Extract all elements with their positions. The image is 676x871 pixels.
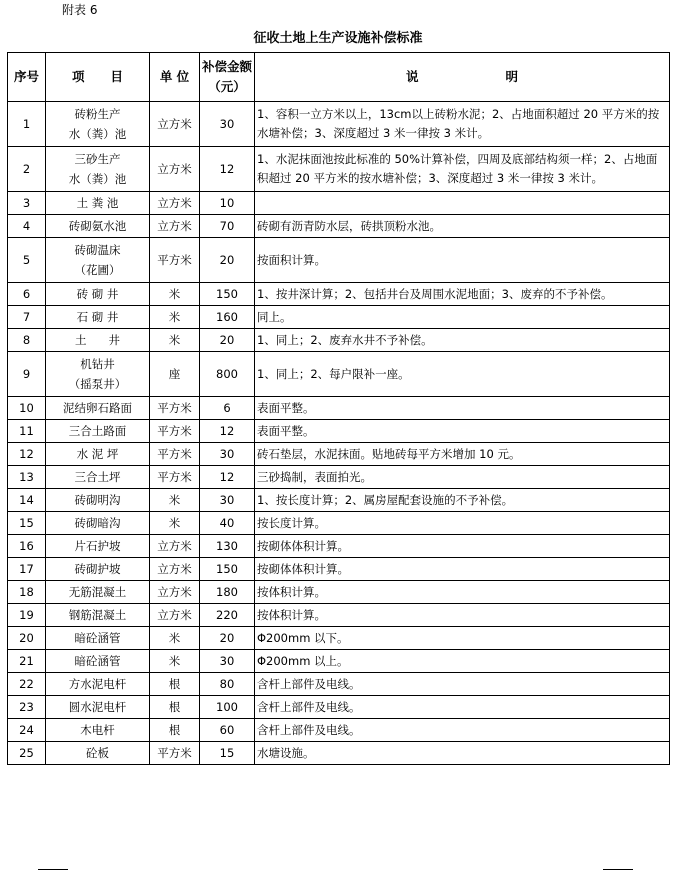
row-unit: 米 [150, 306, 200, 329]
row-amount: 160 [200, 306, 255, 329]
table-row [8, 306, 670, 329]
row-note: 1、容积一立方米以上，13cm以上砖粉水泥；2、占地面积超过 20 平方米的按水塘补偿；3、深度超过 3 米一律按 3 米计。 [255, 102, 670, 147]
table-row [8, 238, 670, 283]
row-index: 6 [8, 283, 46, 306]
row-note: Φ200mm 以下。 [255, 627, 670, 650]
row-unit: 立方米 [150, 192, 200, 215]
row-note: 1、同上；2、废弃水井不予补偿。 [255, 329, 670, 352]
row-unit: 平方米 [150, 742, 200, 765]
table-row [8, 329, 670, 352]
row-unit: 米 [150, 627, 200, 650]
row-unit: 米 [150, 329, 200, 352]
table-row [8, 558, 670, 581]
row-amount: 30 [200, 650, 255, 673]
row-amount: 70 [200, 215, 255, 238]
row-index: 5 [8, 238, 46, 283]
row-item [46, 466, 150, 489]
row-item [46, 558, 150, 581]
row-index: 18 [8, 581, 46, 604]
row-item-line1: 土 井 [75, 333, 120, 347]
row-amount: 30 [200, 102, 255, 147]
row-note: 1、水泥抹面池按此标准的 50%计算补偿，四周及底部结构须一样；2、占地面积超过 20 平方米的按水塘补偿；3、深度超过 3 米一律按 3 米计。 [255, 147, 670, 192]
row-note: 水塘设施。 [255, 742, 670, 765]
row-item [46, 102, 150, 147]
table-row [8, 696, 670, 719]
row-item-line1: 砖砌护坡 [74, 562, 121, 576]
row-note: 含杆上部件及电线。 [255, 673, 670, 696]
row-index: 8 [8, 329, 46, 352]
row-item-line1: 石 砌 井 [76, 310, 119, 324]
row-unit: 立方米 [150, 215, 200, 238]
row-amount: 20 [200, 329, 255, 352]
row-item-line2: 水（粪）池 [68, 127, 127, 141]
row-index: 13 [8, 466, 46, 489]
row-note: 含杆上部件及电线。 [255, 696, 670, 719]
row-item [46, 719, 150, 742]
row-index: 16 [8, 535, 46, 558]
table-row [8, 147, 670, 192]
row-item-line1: 木电杆 [80, 723, 115, 737]
row-note: 砖石垫层，水泥抹面。贴地砖每平方米增加 10 元。 [255, 443, 670, 466]
row-item-line1: 方水泥电杆 [68, 677, 127, 691]
table-row [8, 102, 670, 147]
table-row [8, 352, 670, 397]
row-item-line1: 砖砌暗沟 [74, 516, 121, 530]
row-index: 10 [8, 397, 46, 420]
table-row [8, 742, 670, 765]
table-row [8, 466, 670, 489]
row-item-line1: 泥结卵石路面 [63, 401, 132, 415]
row-item-line1: 砖砌温床 [74, 243, 121, 257]
table-row [8, 627, 670, 650]
row-amount: 30 [200, 489, 255, 512]
row-unit: 座 [150, 352, 200, 397]
row-amount: 20 [200, 238, 255, 283]
row-amount: 12 [200, 147, 255, 192]
row-item-line1: 圆水泥电杆 [68, 700, 127, 714]
row-item [46, 352, 150, 397]
row-unit: 立方米 [150, 581, 200, 604]
row-item-line1: 片石护坡 [74, 539, 121, 553]
table-row [8, 420, 670, 443]
table-row [8, 650, 670, 673]
row-unit: 立方米 [150, 535, 200, 558]
row-item-line1: 水 泥 坪 [76, 447, 119, 461]
row-index: 12 [8, 443, 46, 466]
row-amount: 15 [200, 742, 255, 765]
row-note: 按砌体体积计算。 [255, 558, 670, 581]
row-note [255, 192, 670, 215]
table-row [8, 581, 670, 604]
table-row [8, 215, 670, 238]
row-item [46, 215, 150, 238]
row-index: 2 [8, 147, 46, 192]
header-item: 项 目 [46, 53, 150, 102]
row-index: 14 [8, 489, 46, 512]
row-item [46, 283, 150, 306]
table-row [8, 489, 670, 512]
row-item [46, 627, 150, 650]
row-note: 砖砌有沥青防水层，砖拱顶粉水池。 [255, 215, 670, 238]
row-item [46, 581, 150, 604]
row-item [46, 604, 150, 627]
row-note: 1、按长度计算；2、属房屋配套设施的不予补偿。 [255, 489, 670, 512]
row-note: 按砌体体积计算。 [255, 535, 670, 558]
row-item-line1: 暗砼涵管 [74, 654, 121, 668]
row-item-line2: 水（粪）池 [68, 172, 127, 186]
row-note: 按长度计算。 [255, 512, 670, 535]
row-amount: 150 [200, 283, 255, 306]
table-row [8, 604, 670, 627]
row-item-line1: 无筋混凝土 [68, 585, 127, 599]
row-item-line1: 三合土坪 [74, 470, 121, 484]
header-index: 序号 [8, 53, 46, 102]
row-item [46, 238, 150, 283]
row-item-line1: 砖粉生产 [74, 107, 121, 121]
row-index: 24 [8, 719, 46, 742]
row-unit: 立方米 [150, 604, 200, 627]
table-row [8, 719, 670, 742]
row-item [46, 650, 150, 673]
row-unit: 米 [150, 512, 200, 535]
row-item [46, 696, 150, 719]
appendix-label: 附表 6 [62, 3, 98, 17]
table-row [8, 443, 670, 466]
row-note: 1、按井深计算；2、包括井台及周围水泥地面；3、废弃的不予补偿。 [255, 283, 670, 306]
row-item [46, 489, 150, 512]
row-unit: 平方米 [150, 466, 200, 489]
row-amount: 80 [200, 673, 255, 696]
row-item [46, 329, 150, 352]
header-amount-line1: 补偿金额 [202, 59, 253, 74]
row-amount: 100 [200, 696, 255, 719]
table-row [8, 535, 670, 558]
row-item-line1: 机钻井 [80, 357, 115, 371]
row-note: 按面积计算。 [255, 238, 670, 283]
table-row [8, 397, 670, 420]
row-unit: 平方米 [150, 420, 200, 443]
row-item-line1: 三砂生产 [74, 152, 121, 166]
row-amount: 12 [200, 466, 255, 489]
row-note: 1、同上；2、每户限补一座。 [255, 352, 670, 397]
table-row [8, 512, 670, 535]
row-item-line1: 钢筋混凝土 [68, 608, 127, 622]
row-index: 23 [8, 696, 46, 719]
header-note: 说 明 [255, 53, 670, 102]
row-item [46, 420, 150, 443]
row-item [46, 512, 150, 535]
row-note: 表面平整。 [255, 397, 670, 420]
row-amount: 220 [200, 604, 255, 627]
footer-rule-right [603, 869, 633, 870]
row-amount: 800 [200, 352, 255, 397]
row-amount: 20 [200, 627, 255, 650]
header-amount-line2: （元） [208, 79, 246, 94]
row-note: 同上。 [255, 306, 670, 329]
row-unit: 立方米 [150, 147, 200, 192]
row-index: 19 [8, 604, 46, 627]
row-amount: 180 [200, 581, 255, 604]
row-unit: 立方米 [150, 102, 200, 147]
row-amount: 10 [200, 192, 255, 215]
row-amount: 12 [200, 420, 255, 443]
page-title: 征收土地上生产设施补偿标准 [253, 31, 423, 46]
row-index: 15 [8, 512, 46, 535]
table-row [8, 673, 670, 696]
header-unit: 单 位 [150, 53, 200, 102]
row-index: 21 [8, 650, 46, 673]
row-item [46, 673, 150, 696]
row-index: 22 [8, 673, 46, 696]
row-item-line1: 砖砌氨水池 [68, 219, 127, 233]
row-note: 按体积计算。 [255, 604, 670, 627]
row-amount: 150 [200, 558, 255, 581]
row-item [46, 397, 150, 420]
row-index: 1 [8, 102, 46, 147]
footer-rule-left [38, 869, 68, 870]
table-row [8, 283, 670, 306]
row-index: 4 [8, 215, 46, 238]
row-item-line1: 砖砌明沟 [74, 493, 121, 507]
row-item [46, 147, 150, 192]
row-index: 25 [8, 742, 46, 765]
row-item [46, 535, 150, 558]
row-item-line1: 砼板 [86, 746, 109, 760]
row-index: 9 [8, 352, 46, 397]
row-item-line2: （摇泵井） [68, 377, 127, 391]
row-note: 含杆上部件及电线。 [255, 719, 670, 742]
row-note: 三砂捣制，表面拍光。 [255, 466, 670, 489]
row-item-line1: 暗砼涵管 [74, 631, 121, 645]
row-unit: 立方米 [150, 558, 200, 581]
row-unit: 根 [150, 696, 200, 719]
row-note: 按体积计算。 [255, 581, 670, 604]
row-amount: 30 [200, 443, 255, 466]
row-unit: 平方米 [150, 397, 200, 420]
row-amount: 130 [200, 535, 255, 558]
row-note: 表面平整。 [255, 420, 670, 443]
row-unit: 根 [150, 673, 200, 696]
row-item [46, 192, 150, 215]
row-item [46, 306, 150, 329]
row-item-line1: 土 粪 池 [76, 196, 119, 210]
row-amount: 6 [200, 397, 255, 420]
row-index: 17 [8, 558, 46, 581]
row-unit: 米 [150, 650, 200, 673]
row-index: 20 [8, 627, 46, 650]
row-unit: 平方米 [150, 443, 200, 466]
row-index: 3 [8, 192, 46, 215]
compensation-table [7, 52, 670, 765]
row-unit: 米 [150, 489, 200, 512]
row-item-line2: （花圃） [74, 263, 121, 277]
row-unit: 米 [150, 283, 200, 306]
row-index: 11 [8, 420, 46, 443]
header-amount [200, 53, 255, 102]
row-unit: 平方米 [150, 238, 200, 283]
row-item-line1: 三合土路面 [68, 424, 127, 438]
table-header-row [8, 53, 670, 102]
row-index: 7 [8, 306, 46, 329]
row-amount: 40 [200, 512, 255, 535]
row-amount: 60 [200, 719, 255, 742]
row-item [46, 742, 150, 765]
row-note: Φ200mm 以上。 [255, 650, 670, 673]
row-item-line1: 砖 砌 井 [76, 287, 119, 301]
row-unit: 根 [150, 719, 200, 742]
table-row [8, 192, 670, 215]
row-item [46, 443, 150, 466]
